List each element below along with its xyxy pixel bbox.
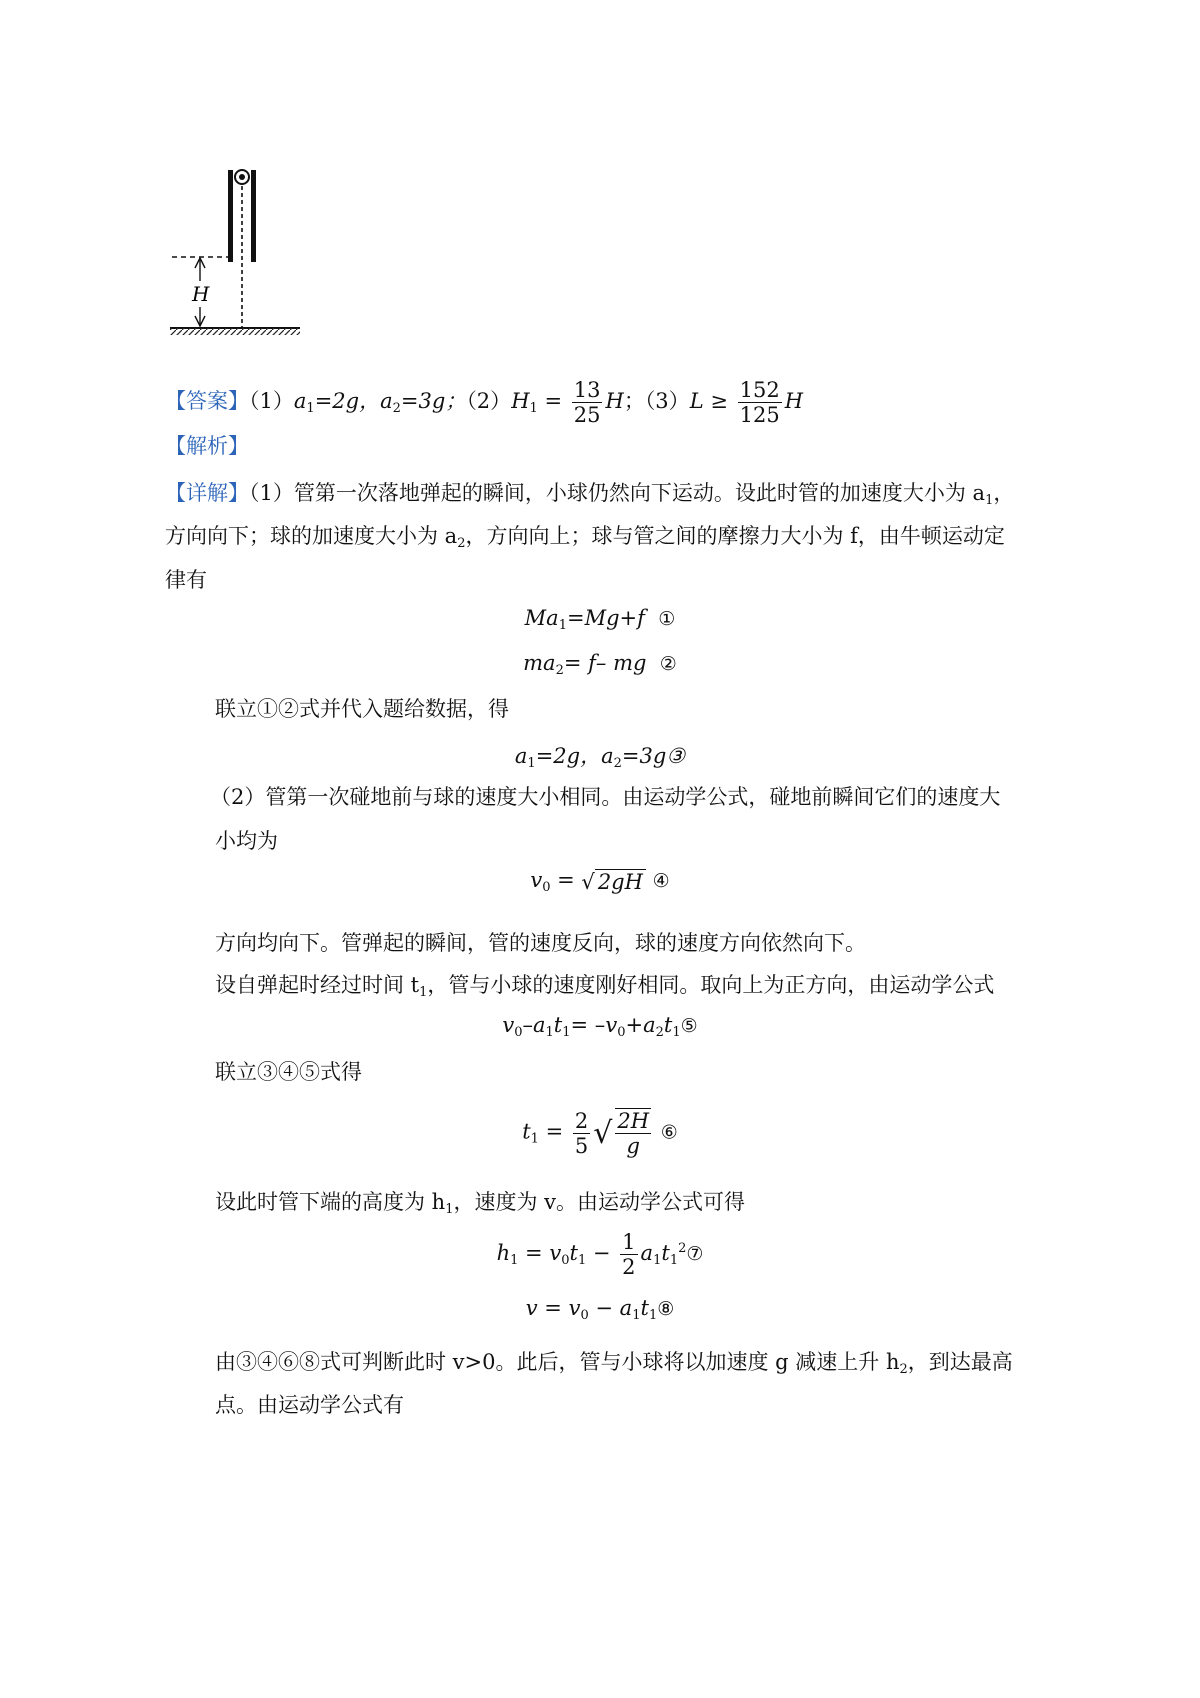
text-highest: 点。由运动学公式有 <box>215 1393 404 1417</box>
text-combine-2: 联立③④⑤式得 <box>215 1060 362 1084</box>
text-judge: 由③④⑥⑧式可判断此时 v>0。此后，管与小球将以加速度 g 减速上升 $h_2$，到达最高 <box>215 1350 1013 1377</box>
answer-tag: 【答案】 <box>165 389 249 413</box>
equation-8: $v = v_0$ − $a_1t_1⑧$ <box>525 1296 675 1323</box>
text-direction: 方向均向下。管弹起的瞬间，管的速度反向，球的速度方向依然向下。 <box>215 931 866 955</box>
text-part-2: （2）管第一次碰地前与球的速度大小相同。由运动学公式，碰地前瞬间它们的速度大 <box>210 785 1001 809</box>
height-label: H <box>192 282 210 306</box>
equation-7: $h_1 = v_0t_1$ − $\frac{1}{2}$ $a_1t_1^2⑦$ <box>496 1230 704 1279</box>
detail-line-2: 方向向下；球的加速度大小为 $a_2$，方向向上；球与管之间的摩擦力大小为 f，由牛顿运动定 <box>165 524 1005 551</box>
equation-5: $v_0-a_1t_1=$ $-v_0+a_2t_1⑤$ <box>502 1013 698 1040</box>
detail-line-1: 【详解】（1）管第一次落地弹起的瞬间，小球仍然向下运动。设此时管的加速度大小为 $a_1$， <box>165 481 1015 508</box>
equation-1: $Ma_1=Mg+f$ ① <box>524 606 676 633</box>
text-time: 设自弹起时经过时间 $t_1$，管与小球的速度刚好相同。取向上为正方向，由运动学公式 <box>215 973 995 1000</box>
answer-line: 【答案】$(1)a_1=2g$，$a_2=3g$；$(2)H_1$ = $\frac{13}{25}$ H；（3）L ≥ $\frac{152}{125}$ H <box>165 378 804 427</box>
fraction-152-125: $\frac{152}{125}$ <box>739 378 780 427</box>
text-part-2b: 小均为 <box>215 829 278 853</box>
analysis-tag: 【解析】 <box>165 434 249 458</box>
tube-ball-figure <box>170 168 345 373</box>
equation-6: $t_1$ = $\frac{2}{5}$ √ $\frac{2H}{g}$ ⑥ <box>522 1108 678 1158</box>
fraction-13-25: $\frac{13}{25}$ <box>573 378 601 427</box>
detail-line-3: 律有 <box>165 568 207 592</box>
tube-left-wall <box>228 170 233 262</box>
equation-3: $a_1=2g$，$a_2=3g③$ <box>514 744 686 771</box>
equation-4: $v_0$ = √ 2gH ④ <box>530 868 670 895</box>
tube-right-wall <box>251 170 256 262</box>
text-height: 设此时管下端的高度为 $h_1$，速度为 v。由运动学公式可得 <box>215 1190 746 1217</box>
text-combine-1: 联立①②式并代入题给数据，得 <box>215 697 509 721</box>
equation-2: $ma_2= f-$ mg ② <box>523 651 677 678</box>
